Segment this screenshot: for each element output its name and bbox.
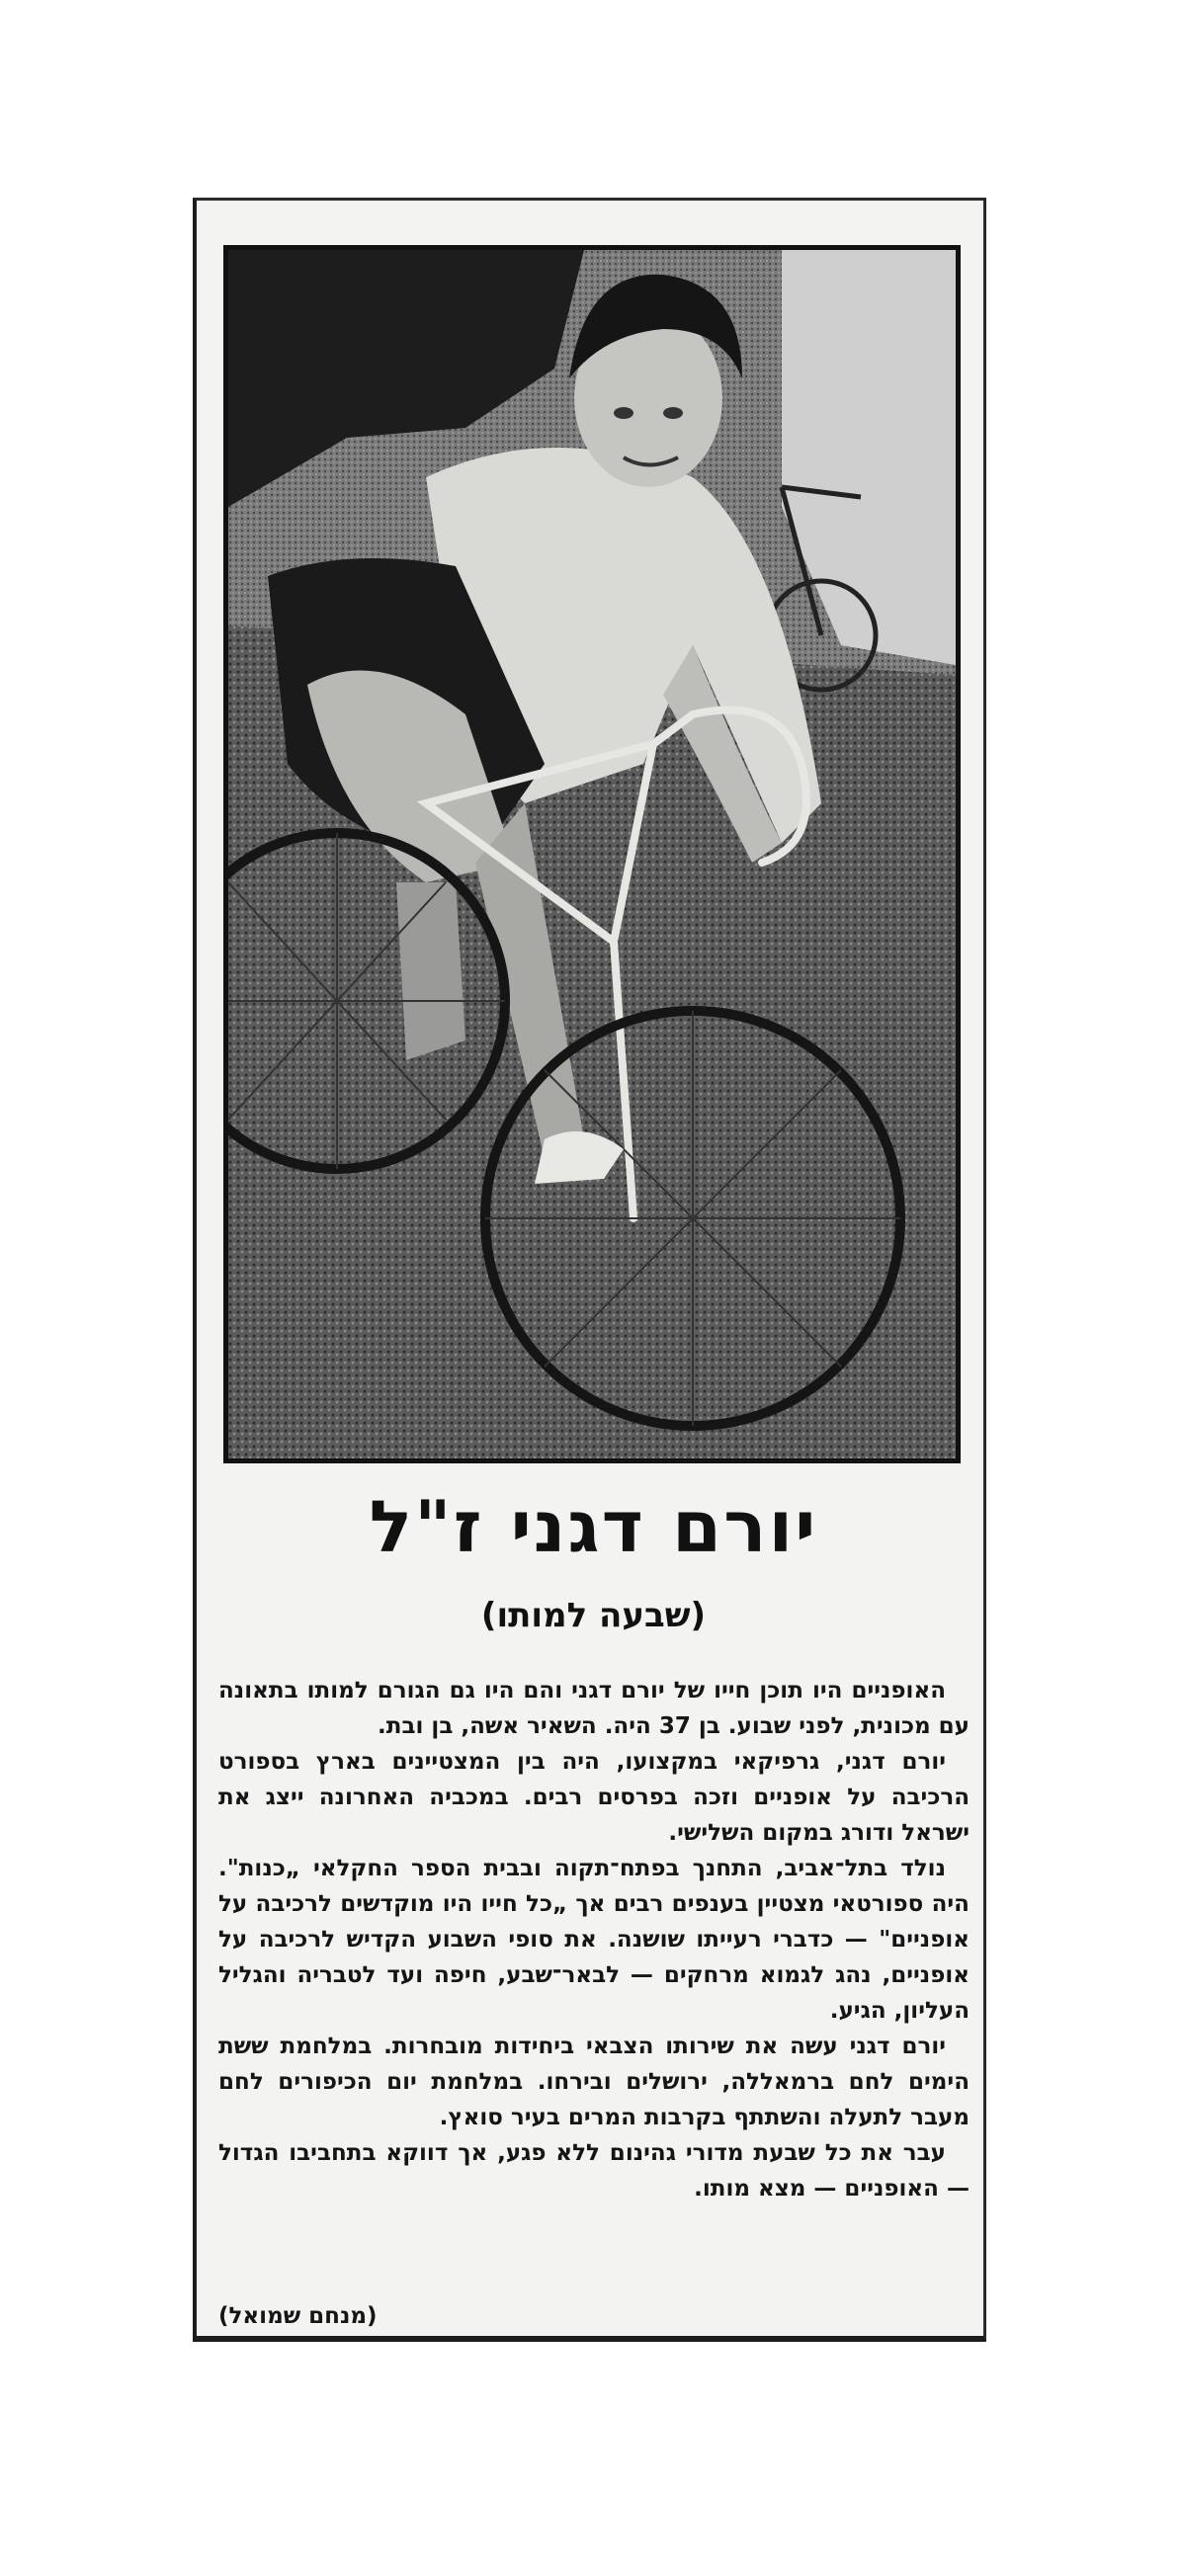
article-byline: (מנחם שמואל): [218, 2303, 378, 2329]
article-paragraph: עבר את כל שבעת מדורי גהינום ללא פגע, אך דווקא בתחביבו הגדול — האופניים — מצא מותו.: [218, 2140, 970, 2202]
article-subheading: (שבעה למותו): [480, 1596, 707, 1635]
cyclist-photo: [223, 245, 961, 1463]
newspaper-clipping: [193, 198, 986, 2342]
article-paragraph: יורם דגני עשה את שירותו הצבאי ביחידות מובחרות. במלחמת ששת הימים לחם ברמאללה, ירושלים ובירחו. במלחמת יום הכיפורים לחם מעבר לתעלה והשתתף בקרבות המרים בעיר סואץ.: [218, 2034, 970, 2130]
article-paragraph: יורם דגני, גרפיקאי במקצועו, היה בין המצטיינים בארץ בספורט הרכיבה על אופניים וזכה בפרסים רבים. במכביה האחרונה ייצג את ישראל ודורג במקום השלישי.: [218, 1749, 970, 1846]
cyclist-photo-illustration: [228, 250, 956, 1458]
article-paragraph: האופניים היו תוכן חייו של יורם דגני והם היו גם הגורם למותו בתאונה עם מכונית, לפני שבוע. בן 37 היה. השאיר אשה, בן ובת.: [218, 1678, 970, 1739]
article-headline: יורם דגני ז"ל: [369, 1485, 818, 1568]
article-paragraph: נולד בתל־אביב, התחנך בפתח־תקוה ובבית הספר החקלאי „כנות". היה ספורטאי מצטיין בענפים רבים אך „כל חייו היו מוקדשים לרכיבה על אופניים" — כדברי רעייתו שושנה. את סופי השבוע הקדיש לרכיבה על אופניים, נהג לגמוא מרחקים — לבאר־שבע, חיפה ועד לטבריה והגליל העליון, הגיע.: [218, 1856, 970, 2024]
article-body: [218, 1673, 970, 2206]
